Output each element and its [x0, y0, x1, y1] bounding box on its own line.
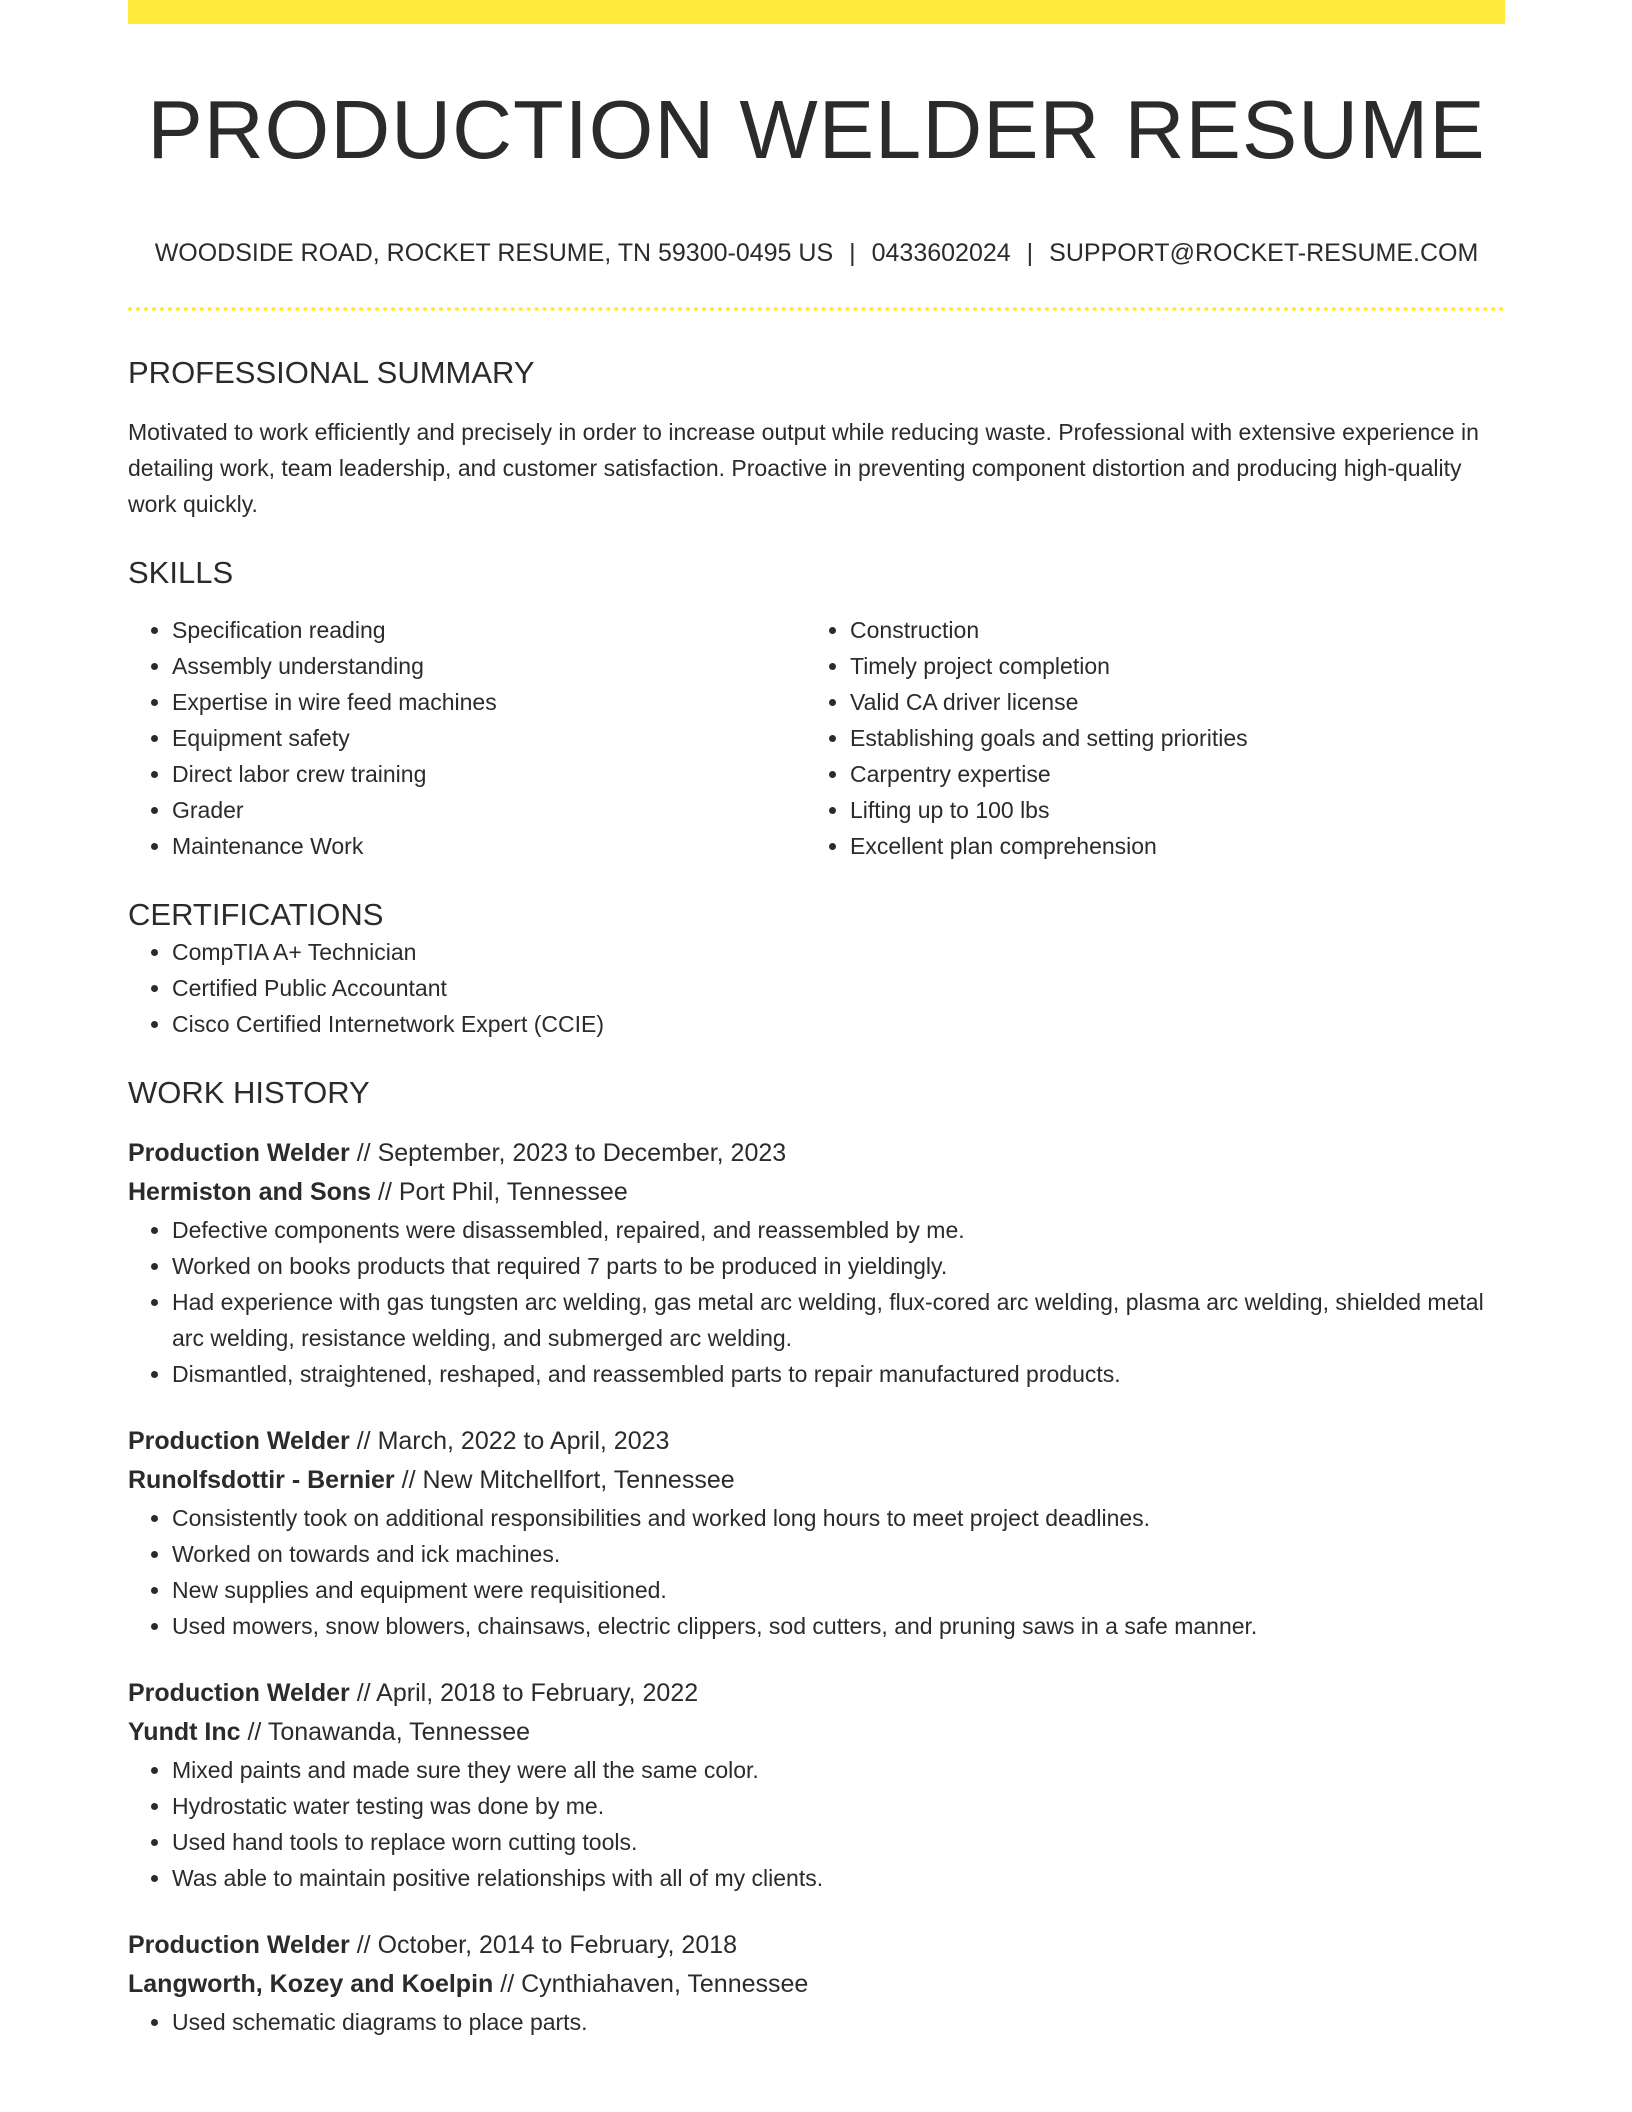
job-location: // New Mitchellfort, Tennessee	[394, 1466, 735, 1494]
job-title: Production Welder	[128, 1679, 350, 1707]
work-history-section	[128, 1074, 1505, 2040]
skill-item: • Valid CA driver license	[850, 684, 1484, 720]
job-entry	[128, 1134, 1505, 1392]
skill-item: • Grader	[172, 792, 806, 828]
contact-separator: |	[849, 239, 856, 267]
section-heading-work-history: WORK HISTORY	[128, 1075, 370, 1110]
job-dates: // September, 2023 to December, 2023	[349, 1139, 787, 1167]
contact-email: SUPPORT@ROCKET-RESUME.COM	[1049, 239, 1479, 267]
job-company: Yundt Inc	[128, 1718, 241, 1746]
skills-list-right	[806, 612, 1484, 864]
certification-item: • CompTIA A+ Technician	[172, 934, 1505, 970]
skills-column-right	[806, 612, 1484, 864]
job-bullet: • Used hand tools to replace worn cutting tools.	[172, 1824, 1505, 1860]
skill-item: • Carpentry expertise	[850, 756, 1484, 792]
contact-separator: |	[1026, 239, 1034, 267]
skill-item: • Lifting up to 100 lbs	[850, 792, 1484, 828]
job-company-line	[128, 1713, 1505, 1752]
job-bullet: • Consistently took on additional responsibilities and worked long hours to meet project deadlines.	[172, 1500, 1505, 1536]
skills-section	[128, 554, 1505, 864]
resume-page	[128, 0, 1505, 2040]
job-title: Production Welder	[128, 1427, 350, 1455]
job-entry	[128, 1926, 1505, 2040]
job-bullet: • New supplies and equipment were requisitioned.	[172, 1572, 1505, 1608]
job-company-line	[128, 1965, 1505, 2004]
skill-item: • Construction	[850, 612, 1484, 648]
job-bullet-list	[128, 2004, 1505, 2040]
skill-item: • Timely project completion	[850, 648, 1484, 684]
job-bullet: • Was able to maintain positive relationships with all of my clients.	[172, 1860, 1505, 1896]
job-company: Hermiston and Sons	[128, 1178, 372, 1206]
job-bullet: • Mixed paints and made sure they were all the same color.	[172, 1752, 1505, 1788]
skill-item: • Assembly understanding	[172, 648, 806, 684]
certification-item: • Certified Public Accountant	[172, 970, 1505, 1006]
job-bullet: • Had experience with gas tungsten arc welding, gas metal arc welding, flux-cored arc welding, plasma arc welding, shielded metal arc welding, resistance welding, and submerged arc welding.	[172, 1284, 1505, 1356]
dotted-divider	[128, 307, 1505, 311]
contact-line	[128, 236, 1505, 270]
job-title-line	[128, 1422, 1505, 1461]
job-location: // Tonawanda, Tennessee	[240, 1718, 531, 1746]
job-company: Runolfsdottir - Bernier	[128, 1466, 395, 1494]
skill-item: • Equipment safety	[172, 720, 806, 756]
skill-item: • Excellent plan comprehension	[850, 828, 1484, 864]
job-company: Langworth, Kozey and Koelpin	[128, 1970, 494, 1998]
job-bullet: • Defective components were disassembled, repaired, and reassembled by me.	[172, 1212, 1505, 1248]
job-dates: // April, 2018 to February, 2022	[349, 1679, 699, 1707]
job-location: // Cynthiahaven, Tennessee	[493, 1970, 809, 1998]
skills-column-left	[128, 612, 806, 864]
job-title: Production Welder	[128, 1139, 350, 1167]
certifications-list	[128, 934, 1505, 1042]
skill-item: • Establishing goals and setting priorities	[850, 720, 1484, 756]
skill-item: • Maintenance Work	[172, 828, 806, 864]
skill-item: • Expertise in wire feed machines	[172, 684, 806, 720]
job-entry	[128, 1422, 1505, 1644]
job-company-line	[128, 1173, 1505, 1212]
job-bullet: • Used schematic diagrams to place parts.	[172, 2004, 1505, 2040]
job-dates: // October, 2014 to February, 2018	[349, 1931, 738, 1959]
skill-item: • Specification reading	[172, 612, 806, 648]
job-bullet-list	[128, 1500, 1505, 1644]
skills-list-left	[128, 612, 806, 864]
section-heading-certifications: CERTIFICATIONS	[128, 897, 384, 932]
certifications-section	[128, 896, 1505, 1042]
job-bullet: • Hydrostatic water testing was done by me.	[172, 1788, 1505, 1824]
job-company-line	[128, 1461, 1505, 1500]
summary-text: Motivated to work efficiently and precisely in order to increase output while reducing waste. Professional with extensive experience in detailing work, team leadership, and customer satisfaction. Proactive in preventing component distortion and producing high-quality work quickly.	[128, 419, 1479, 517]
job-title-line	[128, 1926, 1505, 1965]
section-heading-summary: PROFESSIONAL SUMMARY	[128, 355, 535, 390]
job-location: // Port Phil, Tennessee	[371, 1178, 628, 1206]
job-title-line	[128, 1134, 1505, 1173]
job-bullet: • Worked on books products that required 7 parts to be produced in yieldingly.	[172, 1248, 1505, 1284]
section-heading-skills: SKILLS	[128, 555, 234, 590]
job-bullet: • Worked on towards and ick machines.	[172, 1536, 1505, 1572]
job-bullet-list	[128, 1212, 1505, 1392]
job-bullet-list	[128, 1752, 1505, 1896]
job-bullet: • Used mowers, snow blowers, chainsaws, electric clippers, sod cutters, and pruning saws in a safe manner.	[172, 1608, 1505, 1644]
accent-top-bar	[128, 0, 1505, 24]
job-bullet: • Dismantled, straightened, reshaped, and reassembled parts to repair manufactured products.	[172, 1356, 1505, 1392]
certification-item: • Cisco Certified Internetwork Expert (CCIE)	[172, 1006, 1505, 1042]
professional-summary-section	[128, 354, 1505, 522]
skills-columns	[128, 612, 1505, 864]
job-title: Production Welder	[128, 1931, 350, 1959]
contact-address: WOODSIDE ROAD, ROCKET RESUME, TN 59300-0495 US	[154, 239, 834, 267]
job-entry	[128, 1674, 1505, 1896]
job-list	[128, 1134, 1505, 2040]
resume-title: PRODUCTION WELDER RESUME	[147, 83, 1486, 176]
job-title-line	[128, 1674, 1505, 1713]
job-dates: // March, 2022 to April, 2023	[349, 1427, 670, 1455]
contact-phone: 0433602024	[871, 239, 1011, 267]
skill-item: • Direct labor crew training	[172, 756, 806, 792]
